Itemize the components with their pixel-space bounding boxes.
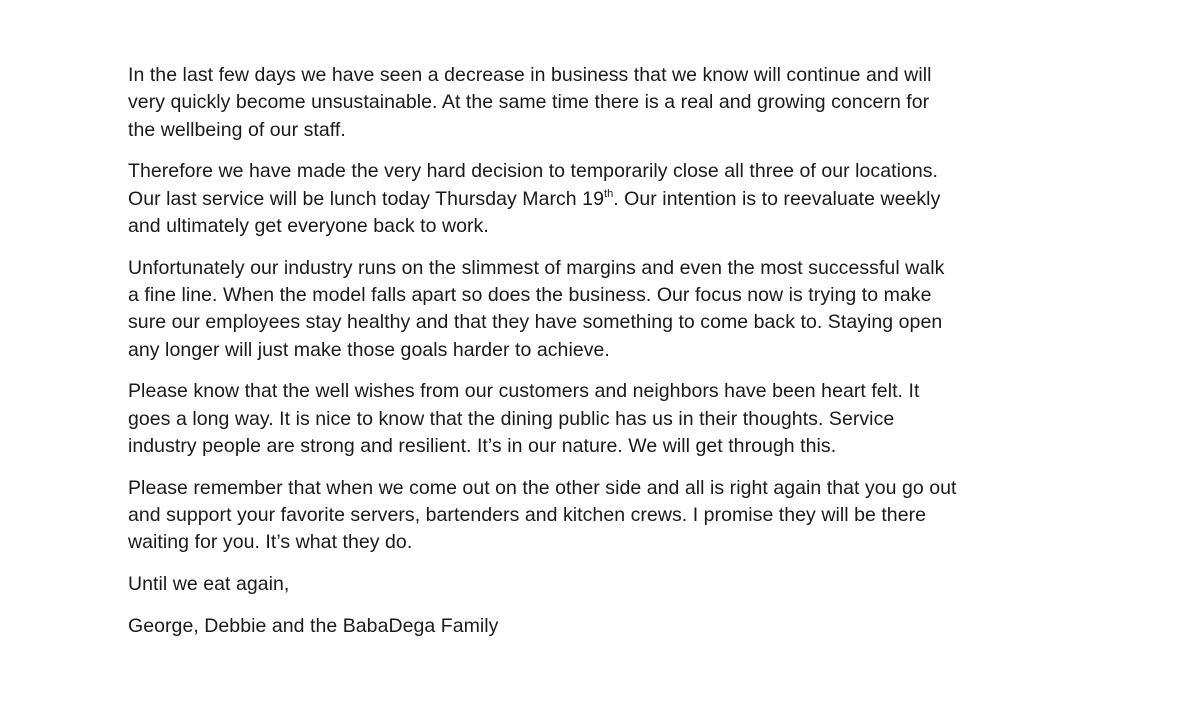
- closing-line: [128, 571, 1088, 598]
- text-line: Please know that the well wishes from our customers and neighbors have been heart felt. It: [128, 380, 920, 403]
- text-line: industry people are strong and resilient. It’s in our nature. We will get through this.: [128, 435, 837, 458]
- last-service-text: Our last service will be lunch today Thursday March 19: [128, 187, 604, 210]
- text-line: Please remember that when we come out on the other side and all is right again that you go out: [128, 476, 957, 499]
- reevaluate-text: . Our intention is to reevaluate weekly: [613, 187, 941, 210]
- text-line: waiting for you. It’s what they do.: [128, 531, 413, 554]
- paragraph-business-decrease: [128, 62, 1088, 144]
- signature-line: [128, 613, 1088, 640]
- paragraph-support-request: [128, 475, 1088, 557]
- text-line-last-service: [128, 186, 1088, 213]
- text-line: the wellbeing of our staff.: [128, 118, 346, 141]
- text-line: Unfortunately our industry runs on the slimmest of margins and even the most successful walk: [128, 256, 945, 279]
- text-line: any longer will just make those goals harder to achieve.: [128, 338, 610, 361]
- paragraph-closing-decision: [128, 158, 1088, 240]
- text-line: and support your favorite servers, bartenders and kitchen crews. I promise they will be there: [128, 504, 927, 527]
- text-line: goes a long way. It is nice to know that the dining public has us in their thoughts. Service: [128, 407, 895, 430]
- text-line: In the last few days we have seen a decrease in business that we know will continue and will: [128, 64, 932, 86]
- text-line: very quickly become unsustainable. At the same time there is a real and growing concern for: [128, 91, 930, 114]
- text-line: a fine line. When the model falls apart so does the business. Our focus now is trying to make: [128, 284, 932, 307]
- text-line: Until we eat again,: [128, 573, 290, 596]
- paragraph-industry-margins: [128, 255, 1088, 364]
- text-line: sure our employees stay healthy and that they have something to come back to. Staying open: [128, 311, 943, 334]
- text-line: and ultimately get everyone back to work.: [128, 214, 489, 237]
- ordinal-suffix: th: [603, 187, 614, 200]
- text-line: George, Debbie and the BabaDega Family: [128, 615, 499, 638]
- letter-body: [128, 62, 1088, 655]
- text-line: Therefore we have made the very hard decision to temporarily close all three of our locations.: [128, 160, 939, 183]
- paragraph-well-wishes: [128, 378, 1088, 460]
